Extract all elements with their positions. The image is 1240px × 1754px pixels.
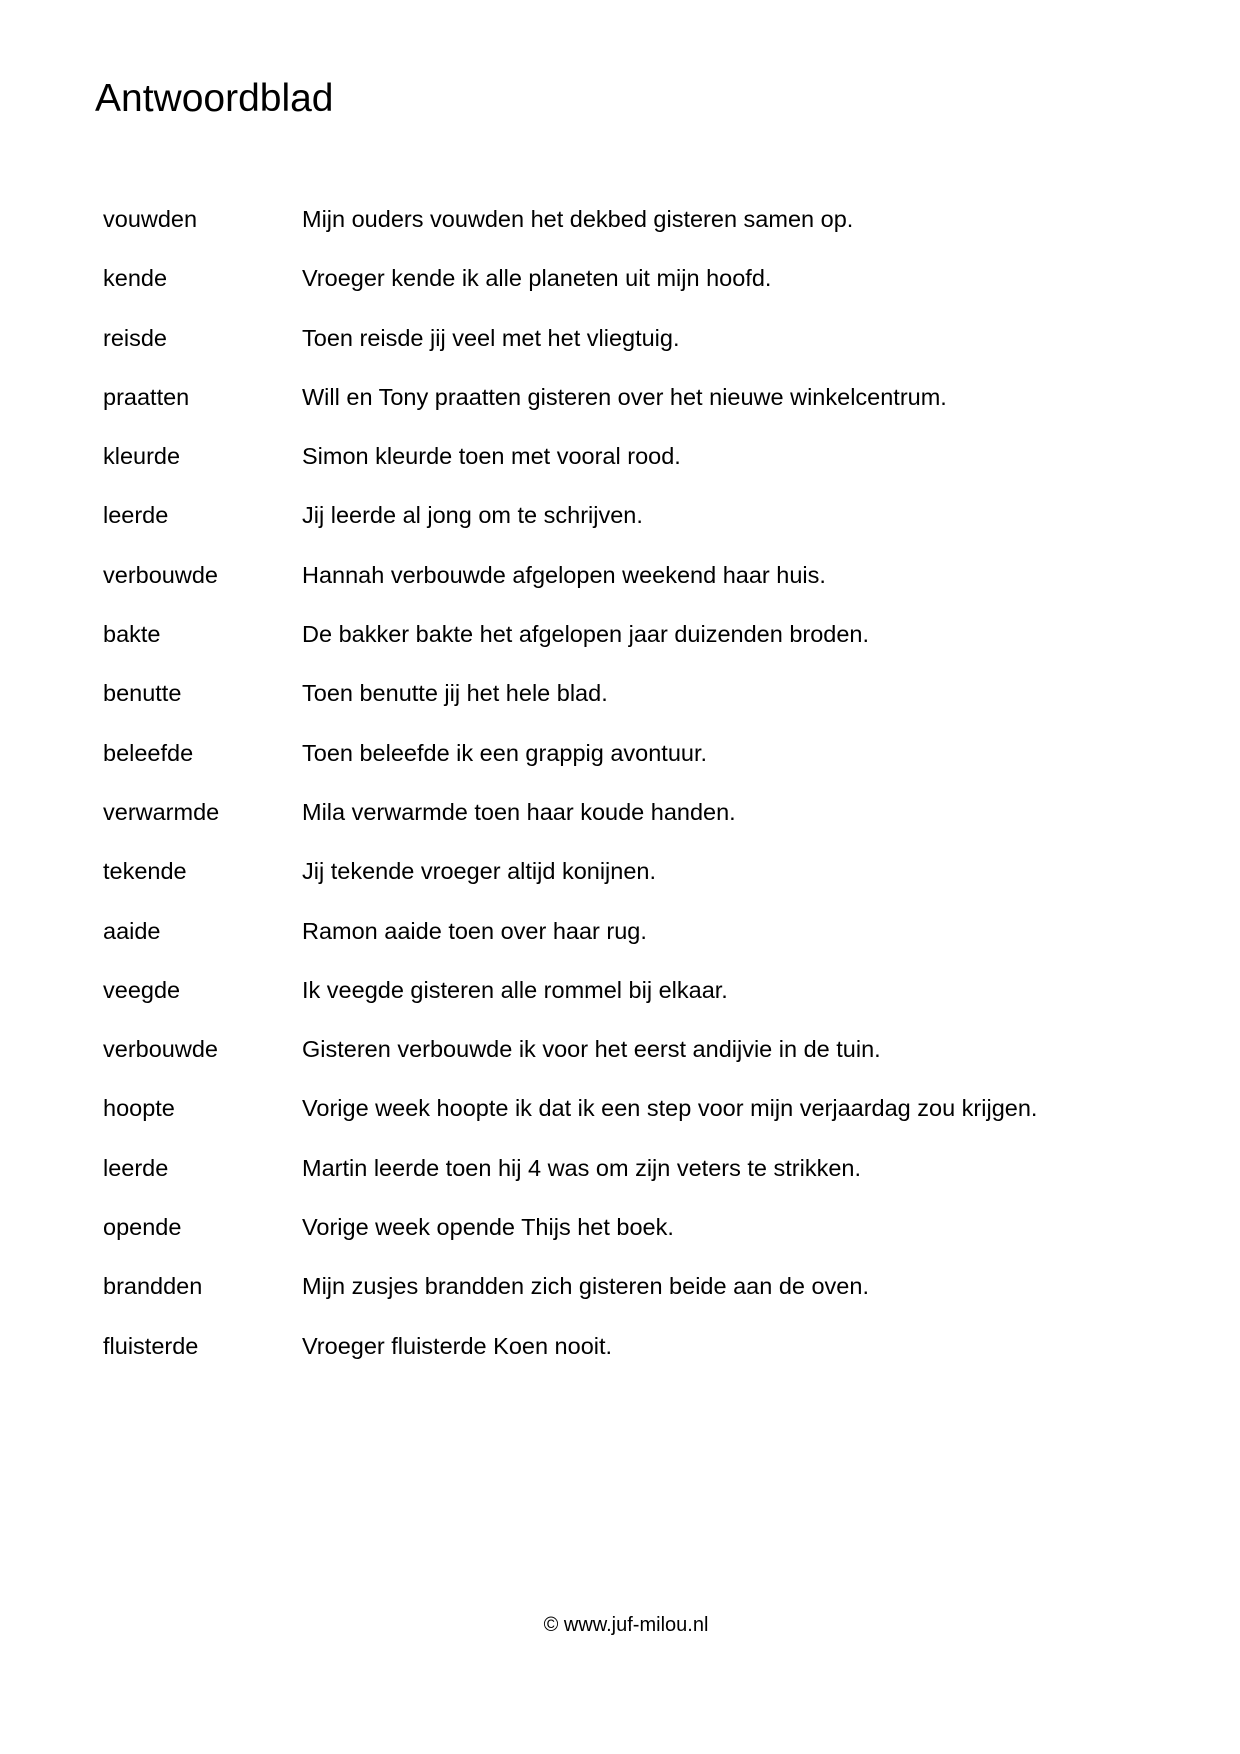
answer-sentence: Ik veegde gisteren alle rommel bij elkaar.: [302, 976, 728, 1003]
answer-sentence: Gisteren verbouwde ik voor het eerst andijvie in de tuin.: [302, 1036, 881, 1063]
answer-word: kleurde: [103, 443, 181, 470]
answer-word: vouwden: [103, 206, 198, 232]
answer-sentence: Mijn zusjes brandden zich gisteren beide aan de oven.: [302, 1273, 869, 1300]
answer-row: [103, 500, 1143, 559]
copyright-footer: © www.juf-milou.nl: [543, 1614, 709, 1636]
answer-row: [103, 560, 1143, 619]
answer-sentence: Hannah verbouwde afgelopen weekend haar huis.: [302, 561, 826, 588]
answer-sentence: Toen reisde jij veel met het vliegtuig.: [302, 324, 680, 351]
answer-word: verbouwde: [103, 561, 218, 588]
answer-word: brandden: [103, 1273, 203, 1300]
answer-row: [103, 1034, 1143, 1093]
answer-row: [103, 678, 1143, 737]
answer-sentence: Toen benutte jij het hele blad.: [302, 680, 608, 707]
answer-word: kende: [103, 265, 168, 292]
page-title: Antwoordblad: [95, 77, 334, 120]
answer-word: benutte: [103, 680, 182, 707]
answer-row: [103, 738, 1143, 797]
answer-row: [103, 204, 1143, 263]
answer-sentence: Ramon aaide toen over haar rug.: [302, 917, 647, 944]
answer-row: [103, 975, 1143, 1034]
answer-row: [103, 382, 1143, 441]
answer-list: [103, 204, 1143, 1390]
answer-row: [103, 797, 1143, 856]
answer-sentence: Mijn ouders vouwden het dekbed gisteren samen op.: [302, 206, 854, 232]
answer-row: [103, 263, 1143, 322]
answer-word: opende: [103, 1214, 182, 1241]
answer-row: [103, 619, 1143, 678]
answer-sentence: Vorige week opende Thijs het boek.: [302, 1214, 674, 1241]
answer-sentence: Jij leerde al jong om te schrijven.: [302, 502, 643, 529]
answer-sentence: Toen beleefde ik een grappig avontuur.: [302, 739, 708, 766]
answer-sentence: Vroeger kende ik alle planeten uit mijn hoofd.: [302, 265, 772, 292]
answer-row: [103, 1331, 1143, 1390]
answer-sentence: Mila verwarmde toen haar koude handen.: [302, 798, 736, 825]
answer-word: verwarmde: [103, 798, 220, 825]
answer-row: [103, 1271, 1143, 1330]
answer-word: leerde: [103, 1154, 169, 1181]
answer-row: [103, 441, 1143, 500]
answer-sentence: Martin leerde toen hij 4 was om zijn veters te strikken.: [302, 1154, 862, 1181]
answer-word: fluisterde: [103, 1332, 199, 1359]
answer-word: beleefde: [103, 739, 194, 766]
answer-sentence: Jij tekende vroeger altijd konijnen.: [302, 858, 657, 885]
answer-word: veegde: [103, 976, 181, 1003]
answer-row: [103, 916, 1143, 975]
answer-word: praatten: [103, 383, 190, 410]
answer-word: hoopte: [103, 1095, 175, 1122]
answer-word: bakte: [103, 621, 161, 648]
answer-row: [103, 1153, 1143, 1212]
answer-row: [103, 856, 1143, 915]
answer-row: [103, 323, 1143, 382]
answer-sentence: Will en Tony praatten gisteren over het nieuwe winkelcentrum.: [302, 383, 947, 410]
answer-word: aaide: [103, 917, 161, 944]
answer-row: [103, 1212, 1143, 1271]
answer-word: tekende: [103, 858, 187, 885]
answer-word: leerde: [103, 502, 169, 529]
answer-word: reisde: [103, 324, 168, 351]
answer-word: verbouwde: [103, 1036, 218, 1063]
answer-row: [103, 1093, 1143, 1152]
answer-sentence: Simon kleurde toen met vooral rood.: [302, 443, 681, 470]
answer-sentence: Vorige week hoopte ik dat ik een step voor mijn verjaardag zou krijgen.: [302, 1095, 1038, 1122]
answer-sentence: De bakker bakte het afgelopen jaar duizenden broden.: [302, 621, 870, 648]
answer-sentence: Vroeger fluisterde Koen nooit.: [302, 1332, 613, 1359]
